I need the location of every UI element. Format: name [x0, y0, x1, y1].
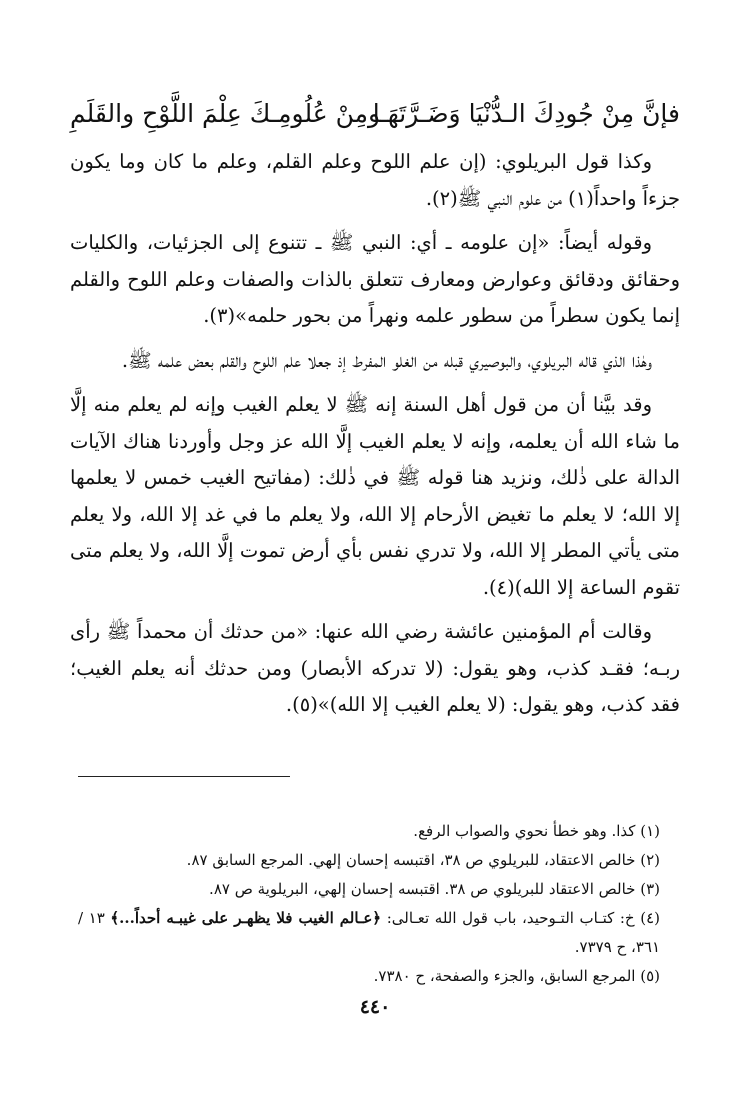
- page-number: ٤٤٠: [359, 996, 391, 1018]
- verse-second-hemistich: ومِنْ عُلُومِـكَ عِلْمَ اللَّوْحِ والقَلَمِ: [70, 99, 381, 128]
- poetry-verse: [70, 92, 680, 136]
- paragraph: وقوله أيضاً: «إن علومه ـ أي: النبي ﷺ ـ تتنوع إلى الجزئيات، والكليات وحقائق ودقائق وعوارض ومعارف تتعلق بالذات والصفات وعلم اللوح والقلم إنما يكون سطراً من سطور علمه ونهراً من بحور حلمه»(٣).: [70, 231, 680, 327]
- verse-first-hemistich: فإنَّ مِنْ جُودِكَ الـدُّنْيَا وَضَـرَّتَهَـا: [372, 99, 680, 128]
- footnote: (١) كذا. وهو خطأ نحوي والصواب الرفع.: [413, 822, 660, 840]
- footnote-prefix: (٤) خ: كتـاب التـوحيد، باب قول الله تعـالى:: [386, 909, 660, 927]
- paragraph: وقد بيَّنا أن من قول أهل السنة إنه ﷺ لا يعلم الغيب وإنه لم يعلم منه إلَّا ما شاء الله أن يعلمه، وإنه لا يعلم الغيب إلَّا الله عز وجل وأوردنا هناك الآيات الدالة على ذٰلك، ونزيد هنا قوله ﷺ في ذٰلك: (مفاتيح الغيب خمس لا يعلمها إلا الله؛ لا يعلم ما تغيض الأرحام إلا الله، ولا يعلم ما في غد إلا الله، ولا يعلم متى يأتي المطر إلا الله، ولا تدري نفس بأي أرض تموت إلَّا الله، ولا يعلم متى تقوم الساعة إلا الله)(٤).: [70, 393, 680, 599]
- footnote: (٣) خالص الاعتقاد للبريلوي ص ٣٨. اقتبسه إحسان إلهي، البريلوية ص ٨٧.: [209, 880, 660, 898]
- quran-quote: ﴿عـالم الغيب فلا يظهـر على غيبـه أحداً...﴾: [110, 909, 382, 927]
- paragraph: وقالت أم المؤمنين عائشة رضي الله عنها: «من حدثك أن محمداً ﷺ رأى ربـه؛ فقـد كذب، وهو يقول: (لا تدركه الأبصار) ومن حدثك أنه يعلم الغيب؛ فقد كذب، وهو يقول: (لا يعلم الغيب إلا الله)»(٥).: [70, 620, 680, 716]
- footnotes: [78, 817, 660, 991]
- footnote: [78, 904, 660, 962]
- main-text: [70, 144, 680, 732]
- paragraph: وكذا قول البريلوي: (إن علم اللوح وعلم القلم، وعلم ما كان وما يكون جزءاً واحداً(١) من علوم النبي ﷺ(٢).: [70, 150, 680, 210]
- footnote: (٥) المرجع السابق، والجزء والصفحة، ح ٧٣٨٠.: [373, 967, 660, 985]
- footnote-suffix: ١٣ / ٣٦١، ح ٧٣٧٩.: [78, 909, 660, 956]
- paragraph: وهٰذا الذي قاله البريلوي، والبوصيري قبله من الغلو المفرط إذ جعلا علم اللوح والقلم بعض علمه ﷺ.: [121, 348, 652, 372]
- footnote-separator: [78, 776, 290, 777]
- footnote: (٢) خالص الاعتقاد، للبريلوي ص ٣٨، اقتبسه إحسان إلهي. المرجع السابق ٨٧.: [186, 851, 660, 869]
